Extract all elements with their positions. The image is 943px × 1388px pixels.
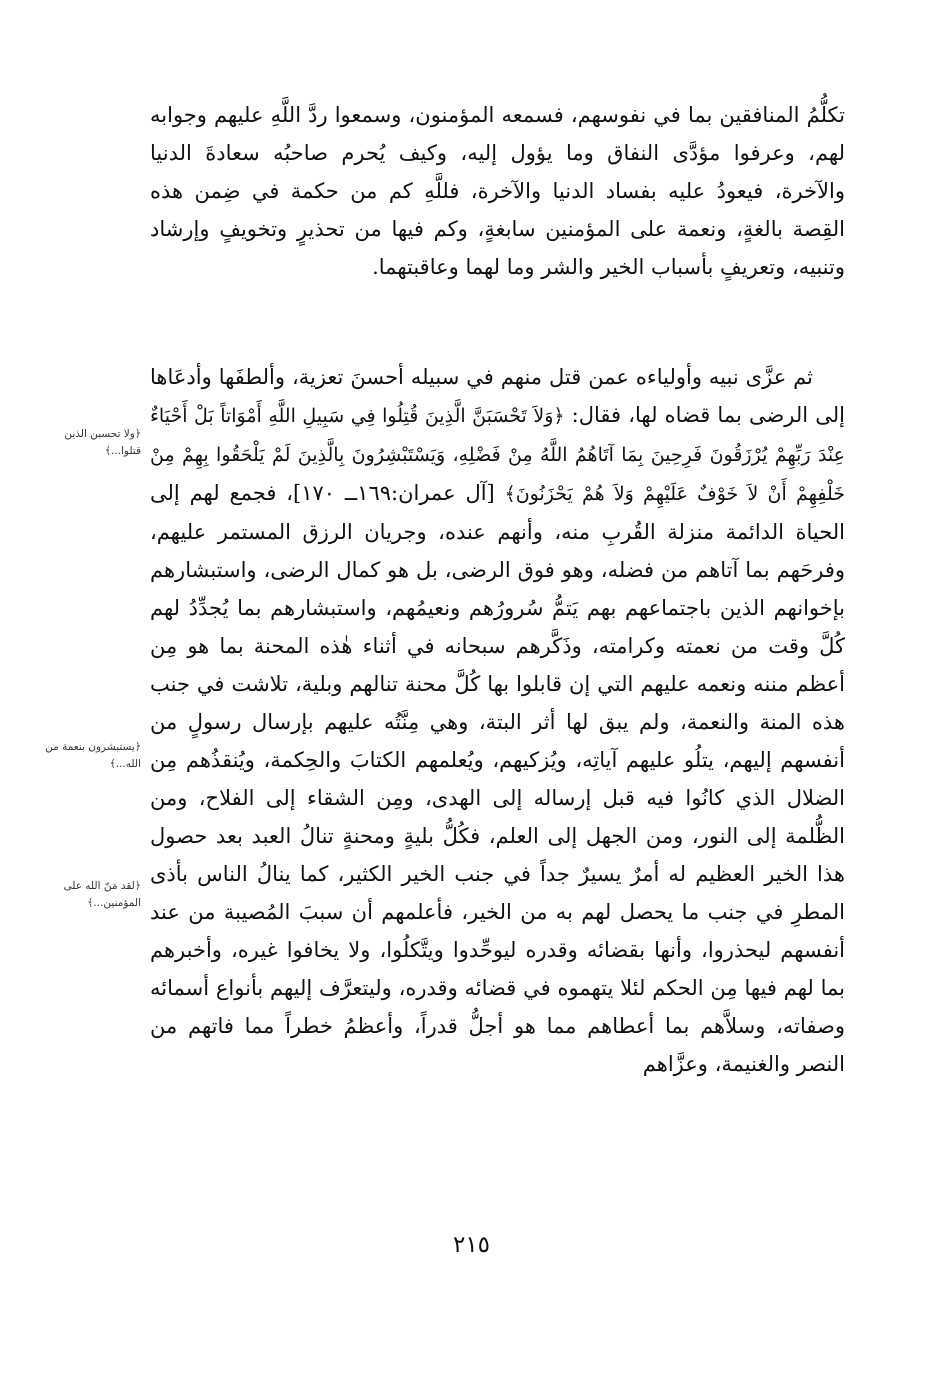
quran-verse: ﴿وَلاَ تَحْسَبَنَّ الَّذِينَ قُتِلُوا فِي سَبِيلِ اللَّهِ أَمْوَاتاً بَلْ أَحْيَاءٌ عِنْدَ رَبِّهِمْ يُرْزَقُونَ فَرِحِينَ بِمَا آتَاهُمُ اللَّهُ مِنْ فَضْلِهِ، وَيَسْتَبْشِرُونَ بِالَّذِينَ لَمْ يَلْحَقُوا بِهِمْ مِنْ خَلْفِهِمْ أَنْ لاَ خَوْفٌ عَلَيْهِمْ وَلاَ هُمْ يَحْزَنُونَ﴾ <box>150 405 845 505</box>
paragraph-2 <box>150 358 845 1083</box>
margin-note-2: ﴿يستبشرون بنعمة من الله...﴾ <box>45 741 141 770</box>
page-number: ٢١٥ <box>452 1232 491 1258</box>
margin-note-1: ﴿ولا تحسبن الذين قتلوا...﴾ <box>64 428 141 457</box>
paragraph-1 <box>150 96 845 286</box>
paragraph-2-intro: ثم عزَّى نبيه وأولياءه عمن قتل منهم في سبيله أحسنَ تعزية، وألطفَها وأدعَاها إلى الرضى بما قضاه لها، فقال: <box>150 365 846 427</box>
margin-note-3: ﴿لقد مَنّ الله على المؤمنين...﴾ <box>63 880 141 909</box>
paragraph-2-body <box>150 358 845 1083</box>
paragraph-2-rest: [آل عمران:١٦٩ــ ١٧٠]، فجمع لهم إلى الحياة الدائمة منزلة القُربِ منه، وأنهم عنده، وجريان الرزق المستمر عليهم، وفرحَهم بما آتاهم من فضله، وهو فوق الرضى، بل هو كمال الرضى، واستبشارهم بإخوانهم الذين باجتماعهم بهم يَتمُّ سُرورُهم ونعيمُهم، واستبشارهم بما يُجدِّدُ لهم كُلَّ وقت من نعمته وكرامته، وذَكَّرهم سبحانه في أثناء هٰذه المحنة بما هو مِن أعظم مننه ونعمه عليهم التي إن قابلوا بها كُلَّ محنة تنالهم وبلية، تلاشت في جنب هذه المنة والنعمة، ولم يبق لها أثر البتة، وهي مِنَّتُه عليهم بإرسال رسولٍ من أنفسهم إليهم، يتلُو عليهم آياتِه، ويُزكيهم، ويُعلمهم الكتابَ والحِكمة، ويُنقذُهم مِن الضلال الذي كانُوا فيه قبل إرساله إلى الهدى، ومِن الشقاء إلى الفلاح، ومن الظُّلمة إلى النور، ومن الجهل إلى العلم، فكُلُّ بليةٍ ومحنةٍ تنالُ العبد بعد حصول هذا الخير العظيم له أمرٌ يسيرٌ جداً في جنب الخير الكثير، كما ينالُ الناس بأذى المطرِ في جنب ما يحصل لهم به من الخير، فأعلمهم أن سببَ المُصيبة من عند أنفسهم ليحذروا، وأنها بقضائه وقدره ليوحِّدوا ويتَّكلُوا، ولا يخافوا غيره، وأخبرهم بما لهم فيها مِن الحكم لئلا يتهموه في قضائه وقدره، وليتعرَّف إليهم بأنواع أسمائه وصفاته، وسلاَّهم بما أعطاهم مما هو أجلُّ قدراً، وأعظمُ خطراً مما فاتهم من النصر والغنيمة، وعزَّاهم <box>150 481 845 1076</box>
paragraph-1-text: تكلُّمُ المنافقين بما في نفوسهم، فسمعه المؤمنون، وسمعوا ردَّ اللَّهِ عليهم وجوابه لهم، وعرفوا مؤدَّى النفاق وما يؤول إليه، وكيف يُحرم صاحبُه سعادةَ الدنيا والآخرة، فيعودُ عليه بفساد الدنيا والآخرة، فللَّهِ كم من حكمة في ضِمن هذه القِصة بالغةٍ، ونعمة على المؤمنين سابغةٍ، وكم فيها من تحذيرٍ وتخويفٍ وإرشاد وتنبيه، وتعريفٍ بأسباب الخير والشر وما لهما وعاقبتهما. <box>150 103 845 279</box>
